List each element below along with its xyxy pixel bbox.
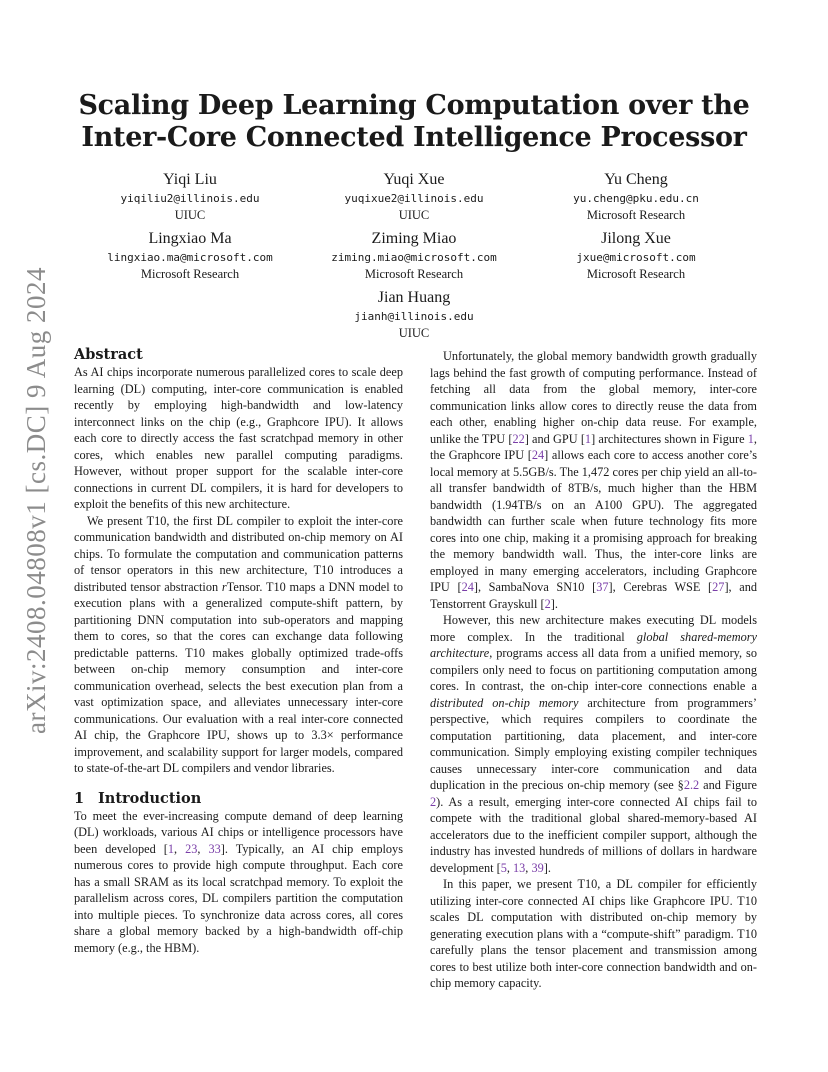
citation-link[interactable]: 27 bbox=[712, 580, 725, 594]
left-column bbox=[74, 346, 403, 956]
arxiv-stamp-text: arXiv:2408.04808v1 [cs.DC] 9 Aug 2024 bbox=[20, 266, 51, 734]
author-affiliation: Microsoft Research bbox=[364, 267, 464, 281]
author-affiliation: UIUC bbox=[398, 208, 430, 222]
citation-link[interactable]: 2 bbox=[544, 596, 551, 611]
citation-link[interactable]: 1 bbox=[584, 431, 592, 446]
author-name: Ziming Miao bbox=[371, 230, 457, 247]
author-email[interactable]: lingxiao.ma@microsoft.com bbox=[107, 251, 273, 264]
author-name: Yiqi Liu bbox=[163, 171, 217, 188]
author-block bbox=[304, 170, 524, 223]
citation-link[interactable]: 1 bbox=[167, 841, 174, 856]
abstract-paragraph: As AI chips incorporate numerous parallelized cores to scale deep learning (DL) computing, inter-core communication is enabled recently by employing high-bandwidth and low-latency interconnect links on the chip (e.g., Graphcore IPU). It allows each core to directly access the fast scratchpad memory in other cores, which enables new parallel computing paradigms. However, without proper support for the scalable inter-core connections in current DL compilers, it is hard for developers to exploit the benefits of this new architecture. bbox=[74, 365, 403, 511]
author-affiliation: Microsoft Research bbox=[586, 208, 686, 222]
citation-link[interactable]: 13 bbox=[513, 860, 526, 875]
citation-link[interactable]: 22 bbox=[512, 431, 525, 446]
author-name: Jian Huang bbox=[377, 289, 451, 306]
author-block bbox=[304, 288, 524, 341]
author-affiliation: UIUC bbox=[174, 208, 206, 222]
author-block bbox=[304, 229, 524, 282]
author-affiliation: UIUC bbox=[398, 326, 430, 340]
body-paragraph: Unfortunately, the global memory bandwidth growth gradually lags behind the fast growth of computing performance. Instead of fetching all data from the global memory, inter-core communication links allow cores to directly reuse the data from each other, enabling higher on-chip data reuse. For example, unlike the TPU [22] and GPU [1] architectures shown in Figure 1, the Graphcore IPU [24] allows each core to access another core’s local memory at 5.5GB/s. The 1,472 cores per chip yield an all-to-all transfer bandwidth of 8TB/s, much higher than the HBM bandwidth (1.94TB/s on an A100 GPU). The aggregated bandwidth can further scale when future technology fits more cores into one chip, making it a promising approach for breaking the memory bandwidth wall. Thus, the inter-core links are employed in many emerging accelerators, including Graphcore IPU [24], SambaNova SN10 [37], Cerebras WSE [27], and Tenstorrent Grayskull [2]. bbox=[430, 349, 758, 611]
author-block bbox=[80, 170, 300, 223]
figure-link[interactable]: 2 bbox=[430, 794, 437, 809]
abstract-heading: Abstract bbox=[74, 346, 143, 363]
author-email[interactable]: yuqixue2@illinois.edu bbox=[344, 192, 484, 205]
author-name: Lingxiao Ma bbox=[148, 230, 232, 247]
author-block bbox=[80, 229, 300, 282]
title-line-1: Scaling Deep Learning Computation over the bbox=[78, 90, 750, 121]
right-column bbox=[430, 348, 757, 992]
author-email[interactable]: yu.cheng@pku.edu.cn bbox=[573, 192, 699, 205]
figure-link[interactable]: 1 bbox=[747, 431, 754, 446]
author-name: Yu Cheng bbox=[604, 171, 668, 188]
citation-link[interactable]: 23 bbox=[185, 841, 198, 856]
citation-link[interactable]: 24 bbox=[461, 580, 474, 594]
author-email[interactable]: ziming.miao@microsoft.com bbox=[331, 251, 497, 264]
author-block bbox=[526, 229, 746, 282]
citation-link[interactable]: 39 bbox=[531, 860, 544, 875]
citation-link[interactable]: 37 bbox=[596, 580, 609, 594]
author-affiliation: Microsoft Research bbox=[586, 267, 686, 281]
citation-link[interactable]: 5 bbox=[500, 860, 507, 875]
citation-link[interactable]: 33 bbox=[208, 841, 221, 856]
author-email[interactable]: jianh@illinois.edu bbox=[354, 310, 474, 323]
section-heading: 1 Introduction bbox=[74, 789, 202, 807]
title-line-2: Inter-Core Connected Intelligence Processor bbox=[81, 122, 747, 153]
author-email[interactable]: jxue@microsoft.com bbox=[576, 251, 696, 264]
body-paragraph: However, this new architecture makes executing DL models more complex. In the traditional global shared-memory architecture, programs access all data from a unified memory, so compilers only need to focus on partitioning computation among cores. In contrast, the on-chip inter-core connections enable a distributed on-chip memory architecture from programmers’ perspective, which requires compilers to coordinate the computation partitioning, data placement, and inter-core communication. Simply employing existing compiler techniques causes unnecessary inter-core communication and data duplication in the precious on-chip memory (see §2.2 and Figure 2). As a result, emerging inter-core connected AI chips fail to compete with the traditional global shared-memory-based AI accelerators due to the inefficient compiler support, although the industry has invested hundreds of millions of dollars in hardware development [5, 13, 39]. bbox=[430, 613, 757, 875]
author-name: Yuqi Xue bbox=[383, 171, 445, 188]
abstract-paragraph: We present T10, the first DL compiler to exploit the inter-core communication bandwidth and distributed on-chip memory on AI chips. To formulate the computation and communication patterns of tensor operators in this new architecture, T10 introduces a distributed tensor abstraction rTensor. T10 maps a DNN model to execution plans with a generalized compute-shift pattern, by partitioning DNN computation into sub-operators and mapping them to cores, so that the cores can exchange data following predictable patterns. T10 makes globally optimized trade-offs between on-chip memory consumption and inter-core communication overhead, selects the best execution plan from a vast optimization space, and alleviates unnecessary inter-core communications. Our evaluation with a real inter-core connected AI chip, the Graphcore IPU, shows up to 3.3× performance improvement, and scalability support for larger models, compared to state-of-the-art DL compilers and vendor libraries. bbox=[74, 513, 403, 775]
author-block bbox=[526, 170, 746, 223]
author-email[interactable]: yiqiliu2@illinois.edu bbox=[120, 192, 260, 205]
section-link[interactable]: 2.2 bbox=[683, 778, 700, 792]
paper-title bbox=[0, 90, 828, 154]
intro-paragraph: To meet the ever-increasing compute demand of deep learning (DL) workloads, various AI chips or intelligence processors have been developed [1, 23, 33]. Typically, an AI chip employs numerous cores to provide high compute throughput. Each core has a small SRAM as its local scratchpad memory. To exploit the parallelism across cores, DL compilers partition the computation into multiple pieces. To synchronize data across cores, all cores share a global memory backed by a high-bandwidth off-chip memory (e.g., the HBM). bbox=[74, 808, 403, 955]
arxiv-stamp bbox=[16, 266, 56, 734]
body-paragraph: In this paper, we present T10, a DL compiler for efficiently utilizing inter-core connected AI chips like Graphcore IPU. T10 scales DL computation with distributed on-chip memory by generating execution plans with a “compute-shift” paradigm. T10 carefully plans the tensor placement and transmission among cores to best utilize both inter-core connection bandwidth and on-chip memory capacity. bbox=[430, 877, 757, 990]
author-affiliation: Microsoft Research bbox=[140, 267, 240, 281]
author-name: Jilong Xue bbox=[601, 230, 671, 247]
citation-link[interactable]: 24 bbox=[531, 448, 545, 462]
